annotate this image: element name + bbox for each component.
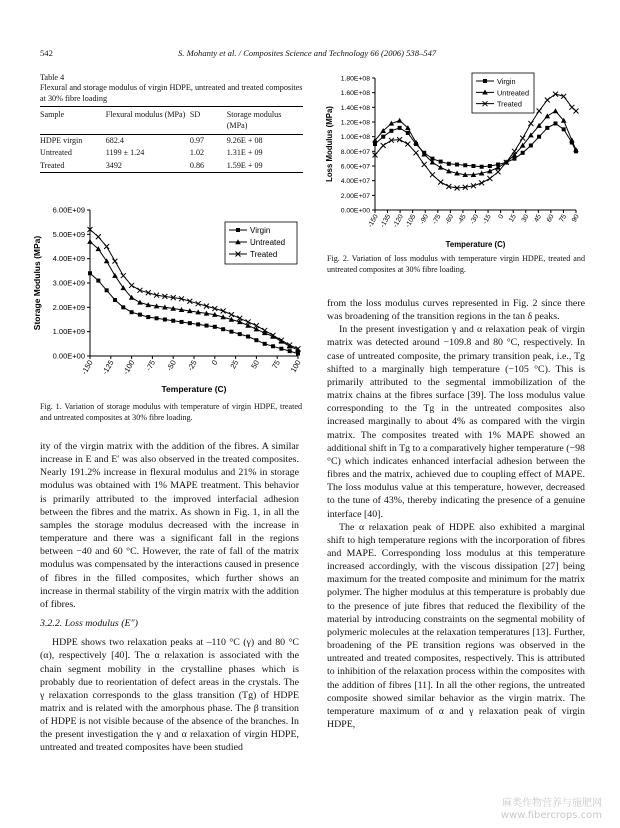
data-point (488, 164, 492, 168)
data-point (529, 143, 533, 147)
x-tick-label: 60 (545, 213, 556, 224)
x-tick-label: 50 (249, 358, 262, 371)
table-cell: 682.4 (105, 136, 124, 146)
legend-entry: Treated (250, 250, 278, 259)
data-point (463, 163, 467, 167)
data-point (112, 273, 118, 278)
data-point (121, 305, 125, 309)
data-point (406, 131, 410, 135)
legend-entry: Untreated (497, 88, 530, 98)
figure-1-caption: Fig. 1. Variation of storage modulus with temperature of virgin HDPE, treated and untreated composites at 30% fibre loading. (40, 402, 302, 422)
y-tick-label: 6.00E+07 (340, 163, 370, 171)
legend (472, 73, 534, 113)
x-tick-label: 75 (269, 358, 282, 371)
x-tick-label: -90 (419, 213, 430, 226)
x-tick-label: -105 (404, 213, 418, 229)
data-point (381, 135, 385, 139)
y-tick-label: 5.00E+09 (52, 229, 85, 239)
data-point (130, 310, 134, 314)
x-tick-label: -50 (164, 358, 178, 373)
data-point (279, 347, 283, 351)
x-tick-label: 90 (570, 213, 581, 224)
data-point (487, 168, 493, 173)
x-tick-label: -120 (391, 213, 405, 229)
right-column (327, 297, 585, 731)
table-cell: HDPE virgin (40, 136, 83, 146)
data-point (137, 300, 143, 305)
data-point (455, 163, 459, 167)
series-virgin (373, 121, 578, 168)
x-tick-label: 30 (520, 213, 531, 224)
legend-marker (483, 79, 487, 83)
data-point (480, 165, 484, 169)
y-tick-label: 0.00E+00 (340, 207, 370, 215)
y-tick-label: 6.00E+09 (52, 205, 85, 215)
table-cell: 1.02 (189, 148, 205, 158)
paragraph: from the loss modulus curves represented in Fig. 2 since there was broadening of the transition regions in the tan δ peaks. (327, 298, 585, 323)
x-tick-label: 75 (558, 213, 569, 224)
paragraph: ity of the virgin matrix with the addition of the fibres. A similar increase in E and E′ was also observed in the treated composites. Nearly 191.2% increase in flexural modulus and 21% in storage modulus was obtained with 1% MAPE treatment. This behavior is primarily attributed to the improved interfacial adhesion between the fibres and the matrix. As shown in Fig. 1, in all the samples the storage modulus decreased with the increase in temperature and there was a significant fall in the regions between −40 and 60 °C. However, the rate of fall of the matrix modulus was compensated by the interactions caused in presence of fibres in the filled composites, which further shows an increase in thermal stability of the virgin matrix with the addition of fibres. (40, 441, 299, 610)
table-cell: 1.59E + 09 (227, 160, 303, 173)
data-point (204, 324, 208, 328)
data-point (446, 168, 452, 173)
data-point (238, 332, 242, 336)
legend-entry: Untreated (250, 238, 286, 247)
data-point (438, 165, 444, 170)
data-point (439, 160, 443, 164)
x-tick-label: 100 (288, 358, 303, 374)
data-point (87, 239, 93, 244)
data-point (213, 325, 217, 329)
data-point (263, 342, 267, 346)
data-point (544, 113, 550, 118)
table-header-row (40, 107, 303, 135)
x-tick-label: 25 (228, 358, 241, 371)
page-number: 542 (40, 48, 53, 58)
table-cell: 9.26E + 08 (226, 136, 263, 146)
y-tick-label: 0.00E+00 (52, 351, 85, 361)
x-axis-label: Temperature (C) (161, 384, 227, 394)
data-point (146, 315, 150, 319)
figure-2-caption: Fig. 2. Variation of loss modulus with temperature virgin HDPE, treated and untreated composites at 30% fibre loading. (327, 254, 585, 274)
data-point (553, 121, 557, 125)
paragraph: In the present investigation γ and α relaxation peak of virgin matrix was detected around −109.8 and 80 °C, respectively. In case of untreated composite, the primary transition peak, i.e., Tg shifted to a marginally high temperature (−105 °C). This is primarily attributed to the segmental immobilization of the matrix chains at the fibres surface [39]. The loss modulus value corresponding to the Tg in the untreated composites also increased marginally to about 4% as compared with the virgin matrix. The composites treated with 1% MAPE showed an additional shift in Tg to a comparatively higher temperature (−98 °C) which indicates enhanced interfacial adhesion between the fibres and the matrix, achieved due to coupling effect of MAPE. The loss modulus value at this temperature, however, decreased to the tune of 43%, thereby indicating the presence of a genuine interface [40]. (327, 324, 585, 520)
x-tick-label: -75 (143, 358, 158, 373)
x-tick-label: -125 (100, 358, 116, 377)
x-tick-label: -45 (456, 213, 468, 226)
data-point (398, 126, 402, 130)
x-tick-label: 0 (209, 358, 220, 367)
watermark-line: www.fibercrops.com (500, 810, 602, 821)
table-cell: 0.97 (189, 136, 205, 146)
y-tick-label: 4.00E+09 (52, 254, 85, 264)
table-cell: Treated (40, 160, 106, 173)
table-cell: 1.31E + 09 (226, 148, 263, 158)
data-point (196, 322, 200, 326)
data-point (545, 126, 549, 130)
data-point (180, 320, 184, 324)
figure-2-loss-modulus-chart (322, 68, 588, 253)
header-cell: Storage modulus (MPa) (227, 107, 303, 135)
data-point (562, 127, 566, 131)
x-tick-label: -150 (79, 358, 95, 377)
data-point (105, 288, 109, 292)
data-point (221, 327, 225, 331)
data-point (521, 151, 525, 155)
data-point (447, 162, 451, 166)
data-point (271, 344, 275, 348)
data-point (188, 321, 192, 325)
data-point (246, 335, 250, 339)
paragraph: HDPE shows two relaxation peaks at –110 °C (γ) and 80 °C (α), respectively [40]. The α relaxation is associated with the chain segment mobility in the crystalline phases which is probably due to reorientation of defect areas in the crystals. The γ relaxation corresponds to the glass transition (Tg) of HDPE matrix and is related with the amorphous phase. The β transition of HDPE is not visible because of the absence of the branches. In the present investigation the γ and α relaxation of virgin HDPE, untreated and treated composites have been studied (40, 637, 299, 754)
table-cell: 0.86 (190, 160, 227, 173)
data-point (373, 142, 377, 146)
data-table (40, 106, 303, 173)
y-tick-label: 2.00E+07 (340, 192, 370, 200)
data-point (96, 279, 100, 283)
x-tick-label: -135 (379, 213, 393, 229)
running-header: S. Mohanty et al. / Composites Science and Technology 66 (2006) 538–547 (178, 48, 437, 58)
data-point (537, 135, 541, 139)
x-tick-label: -25 (185, 358, 199, 373)
legend (225, 222, 297, 264)
x-tick-label: -75 (431, 213, 443, 226)
data-point (88, 271, 92, 275)
table-row (40, 147, 303, 159)
y-tick-label: 1.00E+08 (340, 134, 370, 142)
table-row (40, 135, 303, 148)
legend-entry: Virgin (250, 226, 271, 235)
data-point (553, 108, 559, 113)
data-point (389, 129, 393, 133)
x-tick-label: -100 (121, 358, 137, 377)
table-cell: Untreated (40, 148, 72, 158)
data-point (113, 298, 117, 302)
data-point (397, 118, 403, 123)
data-point (254, 338, 258, 342)
x-tick-label: -60 (444, 213, 456, 226)
table-cell: 1199 ± 1.24 (105, 148, 145, 158)
section-heading: 3.2.2. Loss modulus (E″) (40, 618, 138, 630)
header-cell: SD (190, 107, 227, 135)
data-point (288, 349, 292, 353)
x-tick-label: 45 (533, 213, 544, 224)
x-tick-label: -15 (481, 213, 493, 226)
y-tick-label: 2.00E+09 (52, 302, 85, 312)
table-row (40, 160, 303, 173)
data-point (229, 330, 233, 334)
table-cell: 3492 (106, 160, 190, 173)
data-point (296, 352, 300, 356)
series-virgin (88, 271, 300, 355)
y-tick-label: 3.00E+09 (52, 278, 85, 288)
y-tick-label: 8.00E+07 (340, 148, 370, 156)
y-tick-label: 4.00E+07 (340, 178, 370, 186)
legend-marker (236, 228, 240, 232)
watermark (501, 798, 602, 822)
y-axis-label: Loss Modulus (MPa) (325, 106, 334, 182)
table-label: Table 4 (40, 73, 65, 82)
table-4 (40, 73, 303, 173)
left-column (40, 440, 299, 755)
y-axis-label: Storage Modulus (MPa) (32, 235, 42, 331)
y-tick-label: 1.00E+09 (52, 327, 85, 337)
data-point (163, 318, 167, 322)
y-tick-label: 1.80E+08 (340, 75, 370, 83)
paragraph: The α relaxation peak of HDPE also exhibited a marginal shift to high temperature regions with the incorporation of fibres and MAPE. Corresponding loss modulus at this temperature increased accordingly, with the viscous dissipation [27] being maximum for the treated composite and minimum for the matrix polymer. The higher modulus at this temperature is probably due to the presence of jute fibres that reduced the flexibility of the material by introducing constraints on the segmental mobility of polymeric molecules at the relaxation temperatures [13]. Further, broadening of the PE transition regions was observed in the untreated and treated composites, respectively. This is attributed to inhibition of the relaxation process within the composites with the addition of fibres [11]. In all the other regions, the untreated composite showed similar behavior as the virgin matrix. The temperature maximum of α and γ relaxation peak of virgin HDPE, (327, 521, 585, 730)
x-tick-label: -30 (469, 213, 481, 226)
data-point (171, 319, 175, 323)
watermark-line: 麻类作物营养与施肥网 (502, 798, 602, 809)
legend-entry: Treated (497, 99, 522, 109)
x-tick-label: -150 (366, 213, 380, 229)
table-caption: Flexural and storage modulus of virgin HDPE, untreated and treated composites at 30% fibre loading (40, 83, 303, 103)
data-point (471, 164, 475, 168)
data-point (155, 316, 159, 320)
y-tick-label: 1.40E+08 (340, 104, 370, 112)
x-tick-label: 0 (497, 213, 506, 221)
header-cell: Flexural modulus (MPa) (106, 107, 190, 135)
figure-1-storage-modulus-chart (30, 200, 310, 400)
series-untreated (372, 108, 579, 177)
y-tick-label: 1.20E+08 (340, 119, 370, 127)
y-tick-label: 1.60E+08 (340, 90, 370, 98)
header-cell: Sample (40, 107, 106, 135)
x-tick-label: 15 (508, 213, 518, 224)
data-point (138, 313, 142, 317)
data-point (512, 157, 516, 161)
legend-entry: Virgin (497, 77, 516, 86)
x-axis-label: Temperature (C) (445, 240, 506, 249)
